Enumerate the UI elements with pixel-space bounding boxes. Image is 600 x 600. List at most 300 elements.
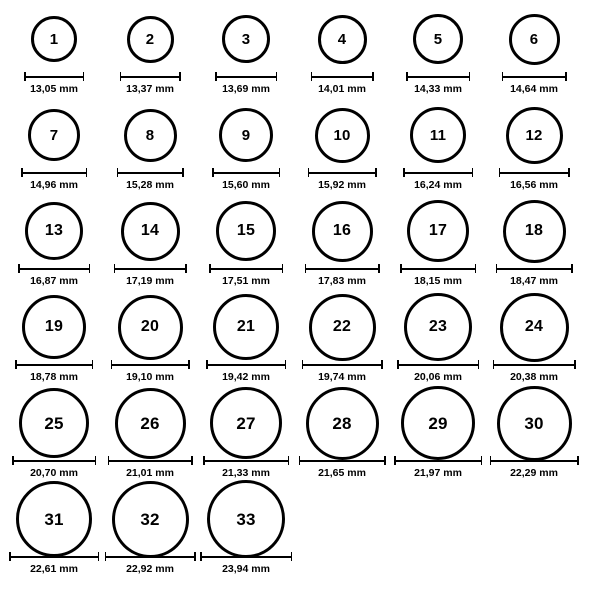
- ring-circle: [216, 201, 276, 261]
- ring-diameter-label: 21,33 mm: [222, 467, 270, 479]
- measurement-cap-left: [305, 264, 307, 273]
- measurement-bar: [12, 456, 96, 465]
- ring-diameter-label: 18,47 mm: [510, 275, 558, 287]
- ring-circle-wrapper: [115, 392, 186, 454]
- ring-size-number: 10: [333, 126, 351, 144]
- ring-circle: [115, 388, 186, 459]
- measurement-cap-left: [496, 264, 498, 273]
- ring-circle: [315, 108, 370, 163]
- ring-circle-wrapper: [210, 392, 282, 454]
- measurement-line: [403, 172, 473, 174]
- ring-size-number: 24: [524, 318, 544, 335]
- ring-size-number: 32: [140, 509, 160, 529]
- ring-circle-wrapper: [509, 8, 560, 70]
- ring-diameter-label: 17,19 mm: [126, 275, 174, 287]
- ring-diameter-label: 20,06 mm: [414, 371, 462, 383]
- ring-size-row: [6, 488, 594, 584]
- measurement-bar: [299, 456, 386, 465]
- ring-circle: [28, 109, 80, 161]
- measurement-cap-left: [12, 456, 14, 465]
- ring-size-cell[interactable]: [390, 200, 486, 296]
- measurement-bar: [406, 72, 470, 81]
- ring-size-cell[interactable]: [390, 104, 486, 200]
- ring-size-cell[interactable]: [390, 296, 486, 392]
- measurement-cap-right: [98, 552, 100, 561]
- measurement-cap-right: [291, 552, 293, 561]
- ring-size-cell[interactable]: [390, 392, 486, 488]
- ring-size-cell[interactable]: [486, 296, 582, 392]
- ring-size-cell[interactable]: [198, 488, 294, 584]
- measurement-line: [111, 364, 190, 366]
- ring-circle-wrapper: [401, 392, 475, 454]
- ring-circle: [31, 16, 77, 62]
- ring-size-number: 28: [332, 413, 352, 433]
- measurement-bar: [400, 264, 476, 273]
- ring-circle: [309, 294, 376, 361]
- measurement-cap-right: [472, 168, 474, 177]
- measurement-bar: [493, 360, 576, 369]
- ring-circle: [22, 295, 86, 359]
- measurement-bar: [302, 360, 383, 369]
- ring-diameter-label: 22,29 mm: [510, 467, 558, 479]
- measurement-cap-right: [481, 456, 483, 465]
- measurement-cap-right: [372, 72, 374, 81]
- measurement-bar: [502, 72, 567, 81]
- ring-diameter-label: 21,65 mm: [318, 467, 366, 479]
- ring-size-cell[interactable]: [198, 200, 294, 296]
- ring-diameter-label: 20,38 mm: [510, 371, 558, 383]
- ring-circle: [127, 16, 174, 63]
- ring-diameter-label: 15,92 mm: [318, 179, 366, 191]
- measurement-line: [203, 460, 289, 462]
- ring-circle-wrapper: [500, 296, 569, 358]
- measurement-cap-left: [209, 264, 211, 273]
- ring-circle: [25, 202, 83, 260]
- measurement-bar: [117, 168, 184, 177]
- ring-diameter-label: 14,01 mm: [318, 83, 366, 95]
- ring-size-cell[interactable]: [6, 392, 102, 488]
- measurement-cap-right: [565, 72, 567, 81]
- measurement-bar: [215, 72, 277, 81]
- ring-size-cell[interactable]: [102, 200, 198, 296]
- measurement-bar: [120, 72, 181, 81]
- ring-size-number: 25: [44, 413, 64, 433]
- ring-size-cell[interactable]: [390, 8, 486, 104]
- ring-circle: [413, 14, 463, 64]
- ring-size-cell[interactable]: [486, 104, 582, 200]
- measurement-cap-left: [111, 360, 113, 369]
- measurement-cap-left: [21, 168, 23, 177]
- ring-circle: [410, 107, 466, 163]
- ring-diameter-label: 16,24 mm: [414, 179, 462, 191]
- ring-circle-wrapper: [31, 8, 77, 70]
- ring-size-cell[interactable]: [6, 488, 102, 584]
- ring-size-number: 5: [433, 30, 443, 48]
- measurement-cap-left: [302, 360, 304, 369]
- measurement-line: [397, 364, 479, 366]
- ring-size-cell[interactable]: [102, 8, 198, 104]
- measurement-bar: [212, 168, 280, 177]
- measurement-cap-right: [285, 360, 287, 369]
- measurement-bar: [397, 360, 479, 369]
- measurement-cap-right: [89, 264, 91, 273]
- ring-circle-wrapper: [413, 8, 463, 70]
- ring-diameter-label: 21,97 mm: [414, 467, 462, 479]
- ring-circle-wrapper: [410, 104, 466, 166]
- ring-size-cell[interactable]: [102, 488, 198, 584]
- ring-circle: [219, 108, 273, 162]
- ring-circle-wrapper: [222, 8, 270, 70]
- ring-size-number: 3: [241, 30, 251, 48]
- ring-circle-wrapper: [112, 488, 189, 550]
- ring-size-cell[interactable]: [198, 104, 294, 200]
- ring-size-row: [6, 392, 594, 488]
- ring-diameter-label: 18,78 mm: [30, 371, 78, 383]
- measurement-line: [18, 268, 90, 270]
- measurement-line: [406, 76, 470, 78]
- measurement-cap-right: [95, 456, 97, 465]
- measurement-cap-right: [469, 72, 471, 81]
- ring-diameter-label: 16,87 mm: [30, 275, 78, 287]
- measurement-bar: [209, 264, 283, 273]
- measurement-cap-left: [15, 360, 17, 369]
- measurement-bar: [305, 264, 380, 273]
- measurement-cap-left: [499, 168, 501, 177]
- measurement-cap-left: [120, 72, 122, 81]
- ring-size-number: 27: [236, 413, 256, 433]
- ring-size-cell[interactable]: [486, 200, 582, 296]
- measurement-line: [302, 364, 383, 366]
- ring-diameter-label: 21,01 mm: [126, 467, 174, 479]
- ring-size-cell[interactable]: [294, 8, 390, 104]
- ring-size-number: 23: [428, 318, 448, 335]
- measurement-line: [209, 268, 283, 270]
- ring-circle-wrapper: [19, 392, 89, 454]
- measurement-line: [311, 76, 374, 78]
- ring-size-number: 14: [140, 222, 160, 239]
- ring-circle: [404, 293, 472, 361]
- measurement-cap-left: [397, 360, 399, 369]
- ring-size-number: 22: [332, 318, 352, 335]
- measurement-line: [400, 268, 476, 270]
- ring-size-cell[interactable]: [294, 104, 390, 200]
- ring-circle-wrapper: [497, 392, 572, 454]
- ring-circle-wrapper: [312, 200, 373, 262]
- measurement-bar: [308, 168, 377, 177]
- measurement-line: [490, 460, 579, 462]
- ring-size-cell[interactable]: [198, 8, 294, 104]
- ring-circle-wrapper: [213, 296, 279, 358]
- ring-circle: [500, 293, 569, 362]
- measurement-line: [117, 172, 184, 174]
- measurement-cap-left: [215, 72, 217, 81]
- ring-size-number: 9: [241, 126, 251, 144]
- measurement-cap-left: [200, 552, 202, 561]
- ring-circle-wrapper: [506, 104, 563, 166]
- measurement-cap-left: [206, 360, 208, 369]
- measurement-line: [21, 172, 87, 174]
- ring-circle-wrapper: [118, 296, 183, 358]
- ring-size-number: 7: [49, 126, 59, 144]
- ring-diameter-label: 14,96 mm: [30, 179, 78, 191]
- ring-circle: [210, 387, 282, 459]
- measurement-cap-right: [574, 360, 576, 369]
- measurement-cap-left: [105, 552, 107, 561]
- measurement-line: [9, 556, 99, 558]
- measurement-cap-left: [394, 456, 396, 465]
- measurement-cap-left: [18, 264, 20, 273]
- measurement-bar: [111, 360, 190, 369]
- measurement-bar: [206, 360, 286, 369]
- ring-size-number: 16: [332, 222, 352, 239]
- ring-diameter-label: 20,70 mm: [30, 467, 78, 479]
- ring-circle-wrapper: [216, 200, 276, 262]
- measurement-cap-right: [478, 360, 480, 369]
- ring-circle: [509, 14, 560, 65]
- ring-size-number: 19: [44, 318, 64, 335]
- measurement-line: [394, 460, 482, 462]
- measurement-cap-left: [400, 264, 402, 273]
- ring-size-number: 17: [428, 222, 448, 239]
- measurement-line: [206, 364, 286, 366]
- ring-size-number: 13: [44, 222, 64, 239]
- ring-diameter-label: 19,10 mm: [126, 371, 174, 383]
- ring-size-number: 21: [236, 318, 256, 335]
- ring-circle-wrapper: [25, 200, 83, 262]
- ring-size-cell[interactable]: [102, 392, 198, 488]
- measurement-cap-right: [194, 552, 196, 561]
- measurement-cap-right: [179, 72, 181, 81]
- measurement-cap-left: [203, 456, 205, 465]
- measurement-cap-left: [406, 72, 408, 81]
- ring-circle: [16, 481, 92, 557]
- measurement-cap-right: [185, 264, 187, 273]
- ring-size-cell[interactable]: [294, 392, 390, 488]
- measurement-cap-right: [182, 168, 184, 177]
- measurement-bar: [18, 264, 90, 273]
- measurement-cap-right: [571, 264, 573, 273]
- measurement-line: [108, 460, 193, 462]
- ring-circle-wrapper: [22, 296, 86, 358]
- ring-size-number: 6: [529, 30, 539, 48]
- measurement-bar: [499, 168, 570, 177]
- measurement-bar: [24, 72, 84, 81]
- ring-size-cell[interactable]: [198, 392, 294, 488]
- measurement-bar: [15, 360, 93, 369]
- measurement-cap-right: [384, 456, 386, 465]
- ring-circle-wrapper: [207, 488, 285, 550]
- ring-size-number: 2: [145, 30, 155, 48]
- measurement-bar: [9, 552, 99, 561]
- ring-size-row: [6, 104, 594, 200]
- ring-circle: [222, 15, 270, 63]
- ring-circle-wrapper: [318, 8, 367, 70]
- measurement-bar: [394, 456, 482, 465]
- measurement-cap-left: [9, 552, 11, 561]
- ring-circle: [306, 387, 379, 460]
- measurement-cap-left: [117, 168, 119, 177]
- measurement-cap-right: [191, 456, 193, 465]
- measurement-line: [308, 172, 377, 174]
- measurement-cap-right: [188, 360, 190, 369]
- ring-size-cell[interactable]: [6, 104, 102, 200]
- ring-circle: [503, 200, 566, 263]
- ring-circle: [121, 202, 180, 261]
- ring-size-cell[interactable]: [198, 296, 294, 392]
- ring-circle-wrapper: [306, 392, 379, 454]
- ring-size-number: 33: [236, 509, 256, 529]
- ring-size-number: 30: [524, 413, 544, 433]
- measurement-bar: [311, 72, 374, 81]
- ring-size-cell[interactable]: [294, 200, 390, 296]
- ring-diameter-label: 14,64 mm: [510, 83, 558, 95]
- measurement-cap-left: [299, 456, 301, 465]
- ring-circle: [407, 200, 469, 262]
- ring-circle-wrapper: [219, 104, 273, 166]
- measurement-cap-right: [276, 72, 278, 81]
- measurement-line: [114, 268, 187, 270]
- measurement-line: [105, 556, 196, 558]
- measurement-cap-left: [502, 72, 504, 81]
- ring-circle-wrapper: [121, 200, 180, 262]
- measurement-line: [299, 460, 386, 462]
- measurement-line: [15, 364, 93, 366]
- ring-circle: [213, 294, 279, 360]
- measurement-cap-left: [403, 168, 405, 177]
- measurement-cap-right: [282, 264, 284, 273]
- ring-size-row: [6, 296, 594, 392]
- ring-size-number: 4: [337, 30, 347, 48]
- measurement-cap-right: [288, 456, 290, 465]
- ring-diameter-label: 16,56 mm: [510, 179, 558, 191]
- ring-circle-wrapper: [503, 200, 566, 262]
- measurement-cap-left: [493, 360, 495, 369]
- ring-diameter-label: 14,33 mm: [414, 83, 462, 95]
- measurement-cap-right: [378, 264, 380, 273]
- ring-circle: [207, 480, 285, 558]
- measurement-line: [212, 172, 280, 174]
- ring-diameter-label: 17,83 mm: [318, 275, 366, 287]
- ring-circle-wrapper: [124, 104, 177, 166]
- ring-size-cell[interactable]: [6, 8, 102, 104]
- measurement-line: [493, 364, 576, 366]
- measurement-cap-right: [381, 360, 383, 369]
- ring-circle: [312, 201, 373, 262]
- measurement-cap-right: [279, 168, 281, 177]
- ring-size-cell[interactable]: [486, 392, 582, 488]
- measurement-cap-right: [83, 72, 85, 81]
- ring-size-number: 29: [428, 413, 448, 433]
- measurement-bar: [403, 168, 473, 177]
- ring-diameter-label: 18,15 mm: [414, 275, 462, 287]
- ring-diameter-label: 19,42 mm: [222, 371, 270, 383]
- ring-circle: [506, 107, 563, 164]
- ring-circle-wrapper: [127, 8, 174, 70]
- ring-circle-wrapper: [309, 296, 376, 358]
- ring-size-cell[interactable]: [6, 296, 102, 392]
- measurement-cap-right: [92, 360, 94, 369]
- ring-size-number: 11: [429, 126, 447, 144]
- measurement-bar: [490, 456, 579, 465]
- ring-size-row: [6, 200, 594, 296]
- measurement-bar: [108, 456, 193, 465]
- measurement-cap-right: [577, 456, 579, 465]
- measurement-line: [12, 460, 96, 462]
- ring-diameter-label: 17,51 mm: [222, 275, 270, 287]
- ring-size-cell[interactable]: [6, 200, 102, 296]
- ring-size-number: 8: [145, 126, 155, 144]
- ring-circle: [19, 388, 89, 458]
- ring-size-cell[interactable]: [294, 296, 390, 392]
- ring-diameter-label: 15,28 mm: [126, 179, 174, 191]
- ring-diameter-label: 23,94 mm: [222, 563, 270, 575]
- ring-circle: [318, 15, 367, 64]
- ring-diameter-label: 19,74 mm: [318, 371, 366, 383]
- ring-circle-wrapper: [28, 104, 80, 166]
- ring-circle-wrapper: [16, 488, 92, 550]
- ring-size-number: 15: [236, 222, 256, 239]
- measurement-line: [200, 556, 292, 558]
- ring-circle-wrapper: [407, 200, 469, 262]
- ring-diameter-label: 13,69 mm: [222, 83, 270, 95]
- measurement-cap-right: [568, 168, 570, 177]
- ring-circle-wrapper: [315, 104, 370, 166]
- measurement-line: [499, 172, 570, 174]
- measurement-cap-left: [108, 456, 110, 465]
- measurement-line: [502, 76, 567, 78]
- measurement-line: [496, 268, 573, 270]
- measurement-line: [305, 268, 380, 270]
- measurement-bar: [21, 168, 87, 177]
- measurement-cap-left: [490, 456, 492, 465]
- measurement-line: [215, 76, 277, 78]
- ring-circle: [401, 386, 475, 460]
- measurement-cap-left: [308, 168, 310, 177]
- measurement-cap-right: [475, 264, 477, 273]
- ring-diameter-label: 13,05 mm: [30, 83, 78, 95]
- ring-diameter-label: 22,61 mm: [30, 563, 78, 575]
- ring-size-number: 20: [140, 318, 160, 335]
- measurement-bar: [203, 456, 289, 465]
- measurement-line: [120, 76, 181, 78]
- ring-size-number: 18: [524, 222, 544, 239]
- ring-circle: [112, 481, 189, 558]
- ring-size-cell[interactable]: [486, 8, 582, 104]
- measurement-cap-left: [311, 72, 313, 81]
- measurement-bar: [114, 264, 187, 273]
- ring-size-cell[interactable]: [102, 104, 198, 200]
- ring-size-number: 31: [44, 509, 64, 529]
- measurement-bar: [200, 552, 292, 561]
- measurement-cap-right: [86, 168, 88, 177]
- measurement-cap-left: [114, 264, 116, 273]
- ring-circle: [118, 295, 183, 360]
- ring-circle-wrapper: [404, 296, 472, 358]
- ring-diameter-label: 13,37 mm: [126, 83, 174, 95]
- ring-circle: [124, 109, 177, 162]
- ring-size-cell[interactable]: [102, 296, 198, 392]
- measurement-cap-right: [375, 168, 377, 177]
- measurement-bar: [105, 552, 196, 561]
- ring-size-row: [6, 8, 594, 104]
- measurement-bar: [496, 264, 573, 273]
- measurement-line: [24, 76, 84, 78]
- ring-diameter-label: 15,60 mm: [222, 179, 270, 191]
- measurement-cap-left: [212, 168, 214, 177]
- ring-size-number: 26: [140, 413, 160, 433]
- ring-diameter-label: 22,92 mm: [126, 563, 174, 575]
- ring-circle: [497, 386, 572, 461]
